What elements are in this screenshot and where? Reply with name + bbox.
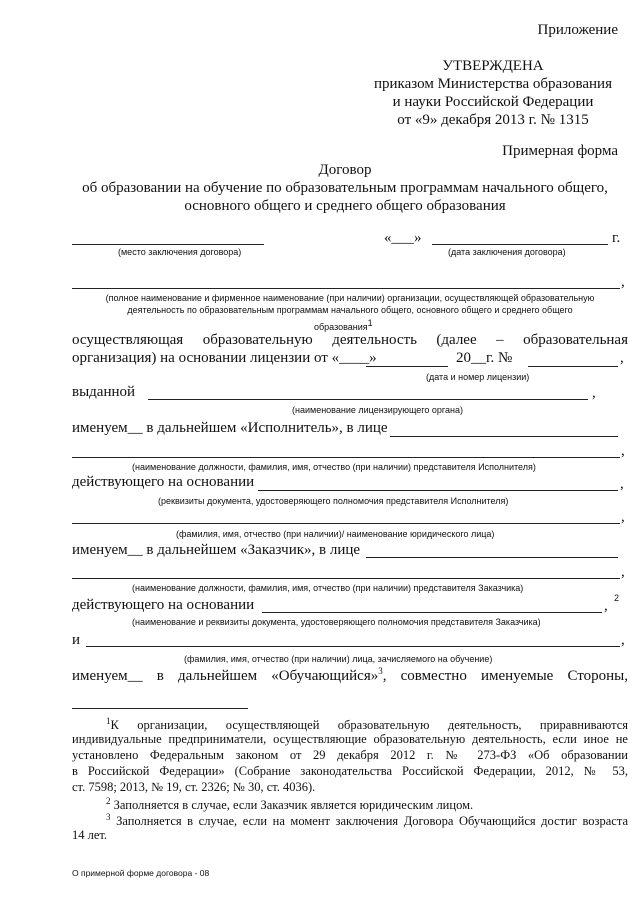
issued-comma: , (592, 385, 596, 401)
footnote-separator (72, 708, 248, 709)
license-date-line[interactable] (366, 366, 448, 367)
footnote-1-line-3: установлено Федеральным законом от 29 декабря 2012 г. № 273-ФЗ «Об образовании (72, 748, 628, 762)
executor-acting: действующего на основании (72, 474, 255, 490)
customer-doc-caption: (наименование и реквизиты документа, удостоверяющего полномочия представителя Заказчика) (132, 617, 541, 627)
issued-label: выданной (72, 384, 136, 400)
footnote-1-line-5: ст. 7598; 2013, № 19, ст. 2326; № 30, ст. 4036). (72, 780, 316, 794)
student-name-line[interactable] (86, 646, 620, 647)
approved-label: УТВЕРЖДЕНА (442, 58, 544, 74)
place-line[interactable] (72, 244, 264, 245)
issued-caption: (наименование лицензирующего органа) (292, 405, 463, 415)
footnote-2: $^2$ Заполняется в случае, если Заказчик является юридическим лицом. (106, 796, 474, 813)
date-line[interactable] (432, 244, 608, 245)
customer-rep-comma: , (621, 564, 625, 580)
org-caption-3: образования$^1$ (314, 318, 373, 332)
customer-rep-caption: (наименование должности, фамилия, имя, отчество (при наличии) представителя Заказчика) (132, 583, 524, 593)
executor-rep-line-2[interactable] (72, 457, 620, 458)
footnote-1-line-2: индивидуальные предприниматели, осуществляющие образовательную деятельность, если иное не (72, 732, 628, 746)
student-comma: , (621, 632, 625, 648)
date-year-suffix: г. (612, 230, 621, 246)
executor-doc-caption: (реквизиты документа, удостоверяющего полномочия представителя Исполнителя) (158, 496, 509, 506)
place-caption: (место заключения договора) (118, 247, 242, 257)
executor-comma: , (621, 443, 625, 459)
executor-rep-caption: (наименование должности, фамилия, имя, отчество (при наличии) представителя Исполнителя) (132, 462, 536, 472)
executor-acting-comma: , (620, 476, 624, 492)
org-caption-1: (полное наименование и фирменное наименование (при наличии) организации, осуществляющей образовательную (105, 293, 595, 303)
order-line-3: от «9» декабря 2013 г. № 1315 (397, 112, 589, 128)
form-label: Примерная форма (502, 143, 618, 159)
customer-rep-line-2[interactable] (72, 578, 620, 579)
org-line-a: осуществляющая образовательную деятельность (далее – образовательная (72, 332, 628, 348)
order-line-2: и науки Российской Федерации (392, 94, 594, 110)
customer-named: именуем__ в дальнейшем «Заказчик», в лице (72, 542, 361, 558)
doc-subtitle-2: основного общего и среднего общего образования (184, 198, 506, 214)
executor-doc-line[interactable] (258, 490, 618, 491)
customer-acting: действующего на основании (72, 597, 255, 613)
footnote-3-line-2: 14 лет. (72, 828, 108, 842)
date-day: «___» (384, 230, 422, 246)
executor-named: именуем__ в дальнейшем «Исполнитель», в лице (72, 420, 388, 436)
appendix-label: Приложение (537, 22, 618, 38)
org-name-line[interactable] (72, 288, 620, 289)
customer-name-line[interactable] (72, 523, 620, 524)
org-line-b-comma: , (620, 350, 624, 366)
customer-acting-comma: , (604, 598, 608, 614)
customer-acting-sup: 2 (614, 593, 620, 603)
customer-name-caption: (фамилия, имя, отчество (при наличии)/ наименование юридического лица) (176, 529, 495, 539)
student-line: именуем__ в дальнейшем «Обучающийся»$^3$, совместно именуемые Стороны, (72, 666, 628, 684)
footnote-3-line-1: $^3$ Заполняется в случае, если на момент заключения Договора Обучающийся достиг возраста (106, 812, 628, 829)
doc-subtitle-1: об образовании на обучение по образовательным программам начального общего, (82, 180, 608, 196)
student-caption: (фамилия, имя, отчество (при наличии) лица, зачисляемого на обучение) (184, 654, 493, 664)
license-number-line[interactable] (528, 366, 618, 367)
footnote-1-line-1: $^1$К организации, осуществляющей образовательную деятельность, приравниваются (106, 716, 628, 733)
org-line-b-start: организация) на основании лицензии от «____» (72, 350, 377, 366)
customer-comma: , (621, 509, 625, 525)
student-and: и (72, 632, 81, 648)
org-comma: , (621, 274, 625, 290)
org-caption-2: деятельность по образовательным программам начального общего, основного общего и среднего общего (127, 305, 573, 315)
footer-note: О примерной форме договора - 08 (72, 868, 210, 878)
order-line-1: приказом Министерства образования (374, 76, 612, 92)
org-line-b-mid: 20__г. № (456, 350, 513, 366)
executor-rep-line-1[interactable] (390, 436, 618, 437)
customer-rep-line-1[interactable] (366, 557, 618, 558)
issued-line[interactable] (148, 399, 588, 400)
license-caption: (дата и номер лицензии) (426, 372, 530, 382)
doc-title: Договор (318, 162, 372, 178)
footnote-1-line-4: в Российской Федерации» (Собрание законодательства Российской Федерации, 2012, № 53, (72, 764, 628, 778)
customer-doc-line[interactable] (262, 612, 602, 613)
date-caption: (дата заключения договора) (448, 247, 566, 257)
